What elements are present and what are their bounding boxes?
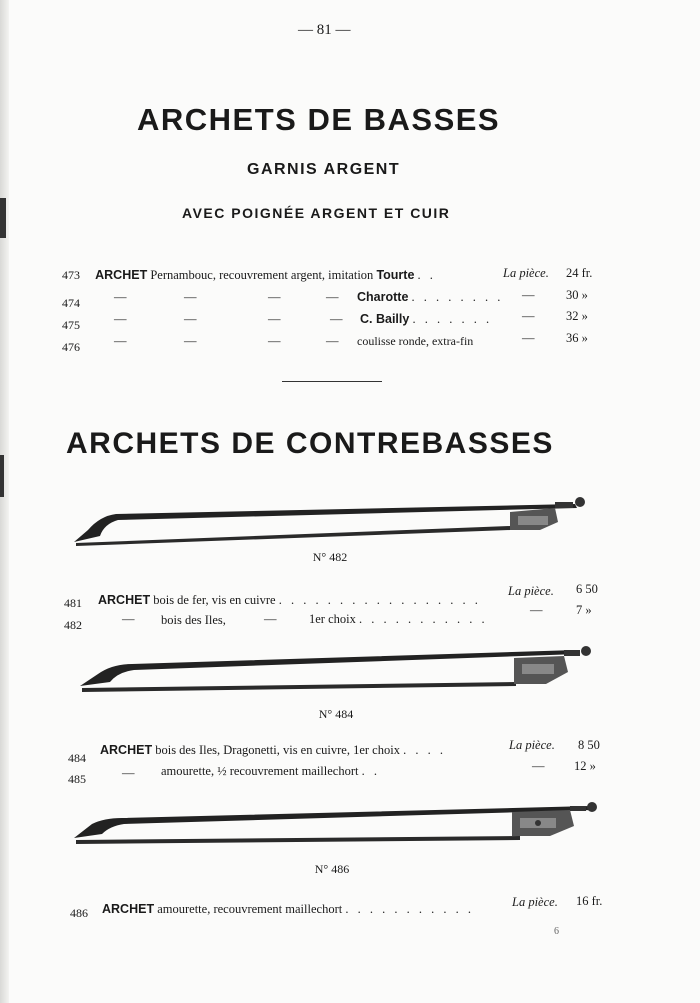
ditto-mark: — bbox=[268, 334, 281, 348]
item-number: 481 bbox=[64, 596, 82, 610]
figure-caption: N° 484 bbox=[318, 707, 354, 721]
leader-dots: . . . . bbox=[403, 743, 446, 757]
leader-dots: . . . . . . . . bbox=[411, 290, 504, 304]
item-lead: ARCHET bbox=[102, 902, 155, 916]
item-lead: ARCHET bbox=[100, 743, 153, 757]
section-subtitle: GARNIS ARGENT bbox=[247, 161, 401, 178]
ditto-mark: — bbox=[114, 334, 127, 348]
item-unit: — bbox=[522, 288, 535, 302]
item-number: 486 bbox=[70, 906, 88, 920]
ditto-mark: — bbox=[264, 612, 277, 626]
ditto-mark: — bbox=[268, 290, 281, 304]
item-unit: La pièce. bbox=[508, 584, 554, 598]
leader-dots: . . . . . . . . . . . bbox=[358, 612, 488, 626]
figure-caption: N° 486 bbox=[314, 862, 350, 876]
item-model: Charotte bbox=[357, 290, 409, 304]
section-title-basses: ARCHETS DE BASSES bbox=[137, 102, 501, 137]
list-item bbox=[102, 902, 474, 917]
item-price: 12 » bbox=[574, 759, 596, 773]
list-item bbox=[100, 743, 446, 758]
item-number: 474 bbox=[62, 296, 80, 310]
item-price: 7 » bbox=[576, 603, 592, 617]
leader-dots: . . . . . . . . . . . bbox=[345, 902, 474, 916]
bow-illustration-486 bbox=[70, 800, 600, 856]
item-model: coulisse ronde, extra-fin bbox=[357, 334, 474, 348]
figure-caption: N° 482 bbox=[312, 550, 348, 564]
item-unit: — bbox=[532, 759, 545, 773]
item-number: 475 bbox=[62, 318, 80, 332]
page-number: — 81 — bbox=[298, 22, 351, 38]
page-edge bbox=[0, 0, 9, 1003]
item-unit: — bbox=[530, 603, 543, 617]
section-title-contrebasses: ARCHETS DE CONTREBASSES bbox=[66, 427, 554, 460]
item-unit: La pièce. bbox=[509, 738, 555, 752]
item-price: 16 fr. bbox=[576, 894, 603, 908]
item-unit: — bbox=[522, 309, 535, 323]
ditto-mark: — bbox=[326, 290, 339, 304]
leader-dots: . . . . . . . . . . . . . . . . . bbox=[278, 593, 481, 607]
item-unit: — bbox=[522, 331, 535, 345]
item-lead: ARCHET bbox=[98, 593, 151, 607]
ditto-mark: — bbox=[268, 312, 281, 326]
item-number: 473 bbox=[62, 268, 80, 282]
item-model: Tourte bbox=[376, 268, 415, 282]
item-number: 485 bbox=[68, 772, 86, 786]
bow-illustration-482 bbox=[70, 492, 590, 548]
list-item bbox=[62, 268, 436, 283]
item-description: Pernambouc, recouvrement argent, imitation bbox=[150, 268, 374, 282]
item-unit: La pièce. bbox=[512, 895, 558, 909]
ditto-mark: — bbox=[184, 334, 197, 348]
list-item bbox=[309, 612, 488, 627]
list-item bbox=[357, 290, 503, 305]
ditto-mark: — bbox=[122, 612, 135, 626]
section-subtitle-2: AVEC POIGNÉE ARGENT ET CUIR bbox=[182, 205, 451, 221]
item-unit: La pièce. bbox=[503, 266, 549, 280]
item-price: 30 » bbox=[566, 288, 588, 302]
leader-dots: . . . . . . . bbox=[412, 312, 493, 326]
ditto-mark: — bbox=[184, 290, 197, 304]
item-lead: ARCHET bbox=[95, 268, 148, 282]
signature-mark: 6 bbox=[554, 926, 559, 937]
item-price: 24 fr. bbox=[566, 266, 593, 280]
item-description: bois des Iles, bbox=[161, 613, 226, 627]
leader-dots: . . bbox=[361, 764, 380, 778]
item-description: bois de fer, vis en cuivre bbox=[153, 593, 276, 607]
edge-mark bbox=[0, 455, 4, 497]
list-item bbox=[360, 312, 492, 327]
ditto-mark: — bbox=[114, 290, 127, 304]
item-description: amourette, recouvrement maillechort bbox=[157, 902, 343, 916]
item-number: 484 bbox=[68, 751, 86, 765]
section-divider bbox=[282, 381, 382, 382]
ditto-mark: — bbox=[114, 312, 127, 326]
item-model: C. Bailly bbox=[360, 312, 410, 326]
list-item bbox=[98, 593, 481, 608]
item-number: 482 bbox=[64, 618, 82, 632]
leader-dots: . . bbox=[417, 268, 436, 282]
item-description: bois des Iles, Dragonetti, vis en cuivre, 1er choix bbox=[155, 743, 400, 757]
item-description: amourette, ½ recouvrement maillechort bbox=[161, 764, 359, 778]
item-price: 32 » bbox=[566, 309, 588, 323]
item-choice: 1er choix bbox=[309, 612, 356, 626]
item-price: 6 50 bbox=[576, 582, 598, 596]
ditto-mark: — bbox=[184, 312, 197, 326]
ditto-mark: — bbox=[330, 312, 343, 326]
item-price: 8 50 bbox=[578, 738, 600, 752]
item-price: 36 » bbox=[566, 331, 588, 345]
bow-illustration-484 bbox=[76, 644, 596, 700]
ditto-mark: — bbox=[326, 334, 339, 348]
item-number: 476 bbox=[62, 340, 80, 354]
ditto-mark: — bbox=[122, 766, 135, 780]
edge-mark bbox=[0, 198, 6, 238]
list-item bbox=[161, 764, 380, 779]
